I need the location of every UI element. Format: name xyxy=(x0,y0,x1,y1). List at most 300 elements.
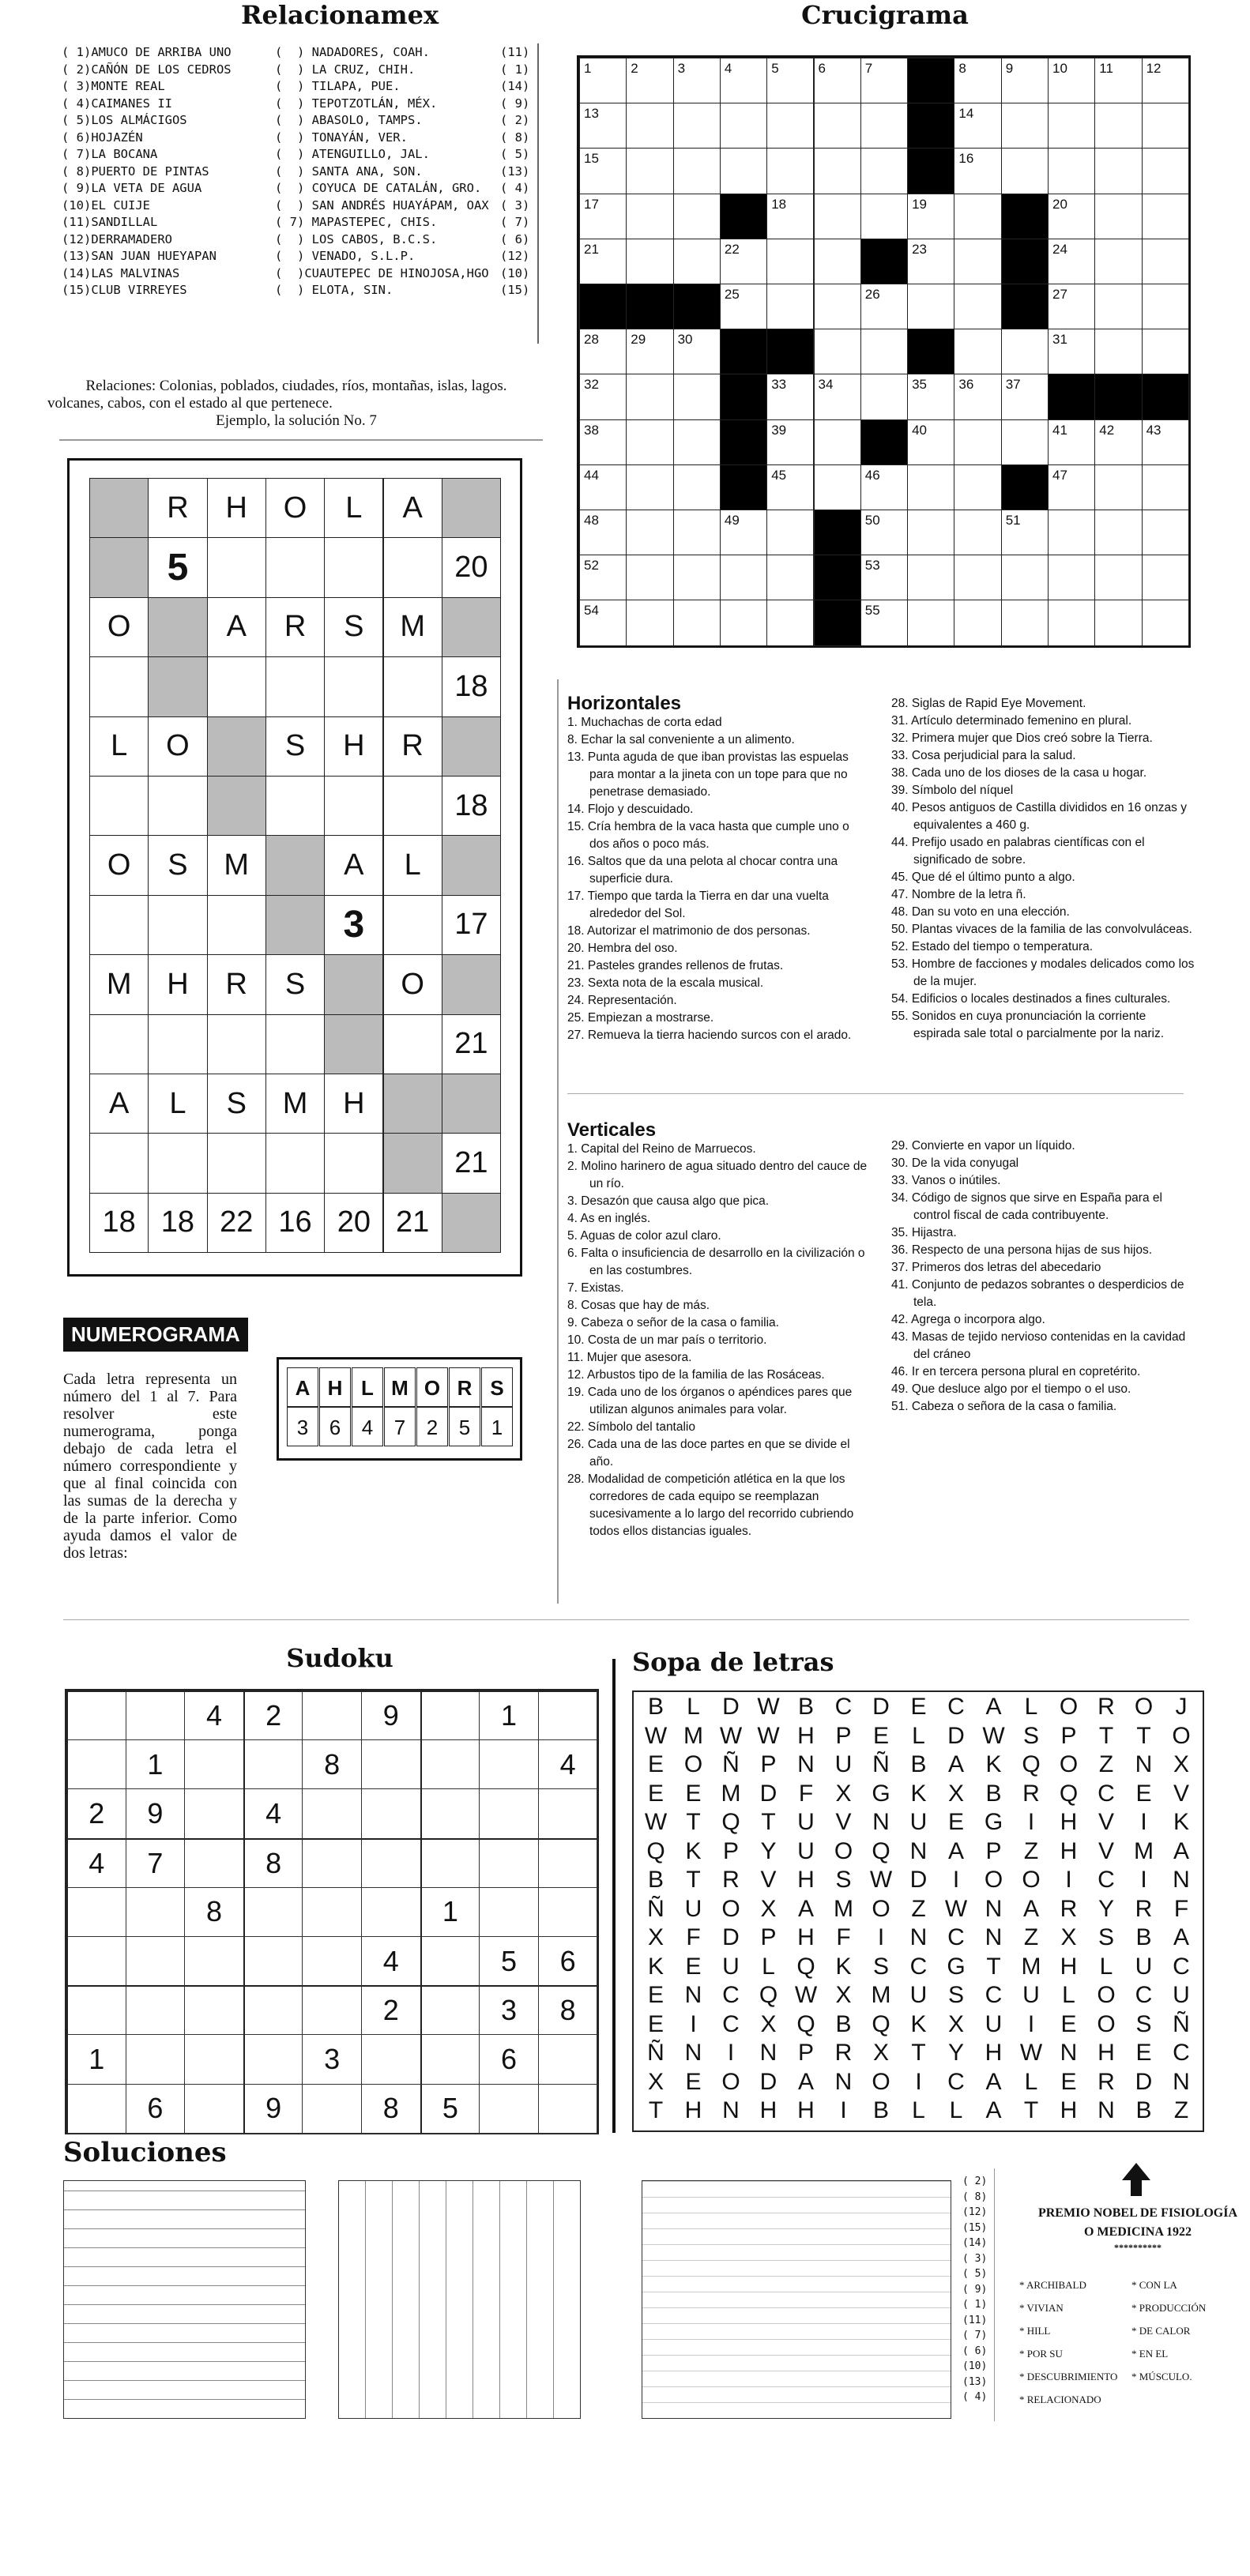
relacion-right: ( ) VENADO, S.L.P. xyxy=(275,249,416,263)
sudoku-cell xyxy=(243,1887,303,1937)
wordsearch-letter: A xyxy=(947,1751,964,1777)
wordsearch-letter: I xyxy=(1027,2010,1035,2037)
wordsearch-letter: C xyxy=(947,1924,965,1950)
wordsearch-letter: I xyxy=(1065,1867,1072,1893)
wordsearch-letter: K xyxy=(910,2010,927,2037)
relacion-left: ( 1)AMUCO DE ARRIBA UNO xyxy=(62,45,232,59)
crossword-cell xyxy=(673,103,721,149)
crossword-cell xyxy=(1048,148,1095,194)
wordsearch-letter: M xyxy=(1134,1837,1154,1864)
numerograma-cell: L xyxy=(148,1074,207,1134)
crossword-cell xyxy=(720,600,767,645)
hidden-word: * DESCUBRIMIENTO xyxy=(1019,2371,1118,2382)
sudoku-cell xyxy=(479,1739,539,1789)
wordsearch-letter: M xyxy=(683,1722,703,1749)
wordsearch-letter: E xyxy=(947,1809,964,1835)
crossword-cell xyxy=(673,419,721,465)
vertical-clue: 35. Hijastra. xyxy=(891,1226,957,1239)
wordsearch-letter: A xyxy=(1022,1895,1039,1922)
vertical-clue: 51. Cabeza o señora de la casa o familia. xyxy=(891,1400,1117,1413)
crossword-block xyxy=(720,464,767,510)
wordsearch-letter: C xyxy=(985,1982,1003,2008)
wordsearch-letter: B xyxy=(835,2010,852,2037)
crossword-block xyxy=(1001,464,1049,510)
crossword-cell xyxy=(766,374,814,419)
wordsearch-letter: D xyxy=(722,1694,740,1720)
crossword-cell xyxy=(907,600,954,645)
numerograma-cell xyxy=(148,597,207,657)
wordsearch-letter: Q xyxy=(872,2010,890,2037)
numerograma-cell: O xyxy=(148,716,207,777)
wordsearch-letter: H xyxy=(797,1722,815,1749)
crossword-cell xyxy=(1094,329,1142,374)
vertical-clue: 43. Masas de tejido nervioso contenidas en la cavidad del cráneo xyxy=(891,1330,1186,1361)
wordsearch-letter: Ñ xyxy=(647,2040,665,2066)
crossword-cell xyxy=(1048,600,1095,645)
wordsearch-letter: T xyxy=(1023,2097,1039,2123)
wordsearch-letter: W xyxy=(757,1694,780,1720)
crossword-cell xyxy=(579,464,627,510)
numerograma-cell: M xyxy=(265,1074,325,1134)
sudoku-cell xyxy=(302,1838,362,1888)
crossword-cell xyxy=(720,148,767,194)
wordsearch-letter: C xyxy=(947,1694,965,1720)
horizontal-clue: 20. Hembra del oso. xyxy=(567,942,678,955)
crossword-cell xyxy=(766,510,814,555)
crossword-cell xyxy=(954,239,1001,284)
wordsearch-letter: N xyxy=(797,1751,815,1777)
sudoku-cell xyxy=(538,2084,598,2134)
numerograma-cell xyxy=(148,1014,207,1074)
crossword-cell xyxy=(860,555,908,600)
numerograma-cell xyxy=(207,895,266,955)
relacion-left: ( 6)HOJAZÉN xyxy=(62,130,143,145)
relacionamex-title: Relacionamex xyxy=(240,0,439,30)
crossword-cell xyxy=(720,555,767,600)
numerograma-cell: 21 xyxy=(442,1133,501,1193)
words-column-2 xyxy=(1131,2273,1206,2388)
sudoku-cell xyxy=(420,1788,480,1838)
crossword-block xyxy=(766,329,814,374)
crossword-cell xyxy=(907,374,954,419)
crossword-cell xyxy=(579,194,627,239)
relacion-solution: (10) xyxy=(962,2360,988,2372)
wordsearch-letter: K xyxy=(685,1837,702,1864)
numerograma-cell xyxy=(148,1133,207,1193)
crossword-cell xyxy=(1048,555,1095,600)
crossword-cell xyxy=(673,329,721,374)
crossword-cell xyxy=(720,239,767,284)
sudoku-cell: 3 xyxy=(302,2034,362,2084)
crossword-clue-number: 49 xyxy=(724,513,740,528)
crossword-cell xyxy=(860,148,908,194)
crossword-clue-number: 41 xyxy=(1052,422,1067,438)
vertical-clue: 5. Aguas de color azul claro. xyxy=(567,1229,721,1243)
crossword-block xyxy=(814,510,861,555)
crossword-clue-number: 33 xyxy=(771,377,787,393)
crossword-clue-number: 51 xyxy=(1005,513,1021,528)
wordsearch-letter: I xyxy=(1140,1867,1147,1893)
numerograma-cell: A xyxy=(207,597,266,657)
crossword-block xyxy=(1001,284,1049,329)
crossword-clue-number: 28 xyxy=(584,332,599,348)
crossword-cell xyxy=(1142,103,1189,149)
wordsearch-letter: X xyxy=(835,1780,852,1807)
sudoku-cell: 4 xyxy=(538,1739,598,1789)
sudoku-cell xyxy=(184,1936,244,1986)
crossword-cell xyxy=(1048,329,1095,374)
key-letter: S xyxy=(481,1367,513,1407)
crossword-cell xyxy=(954,419,1001,465)
crossword-cell xyxy=(673,464,721,510)
sudoku-cell: 4 xyxy=(66,1838,126,1888)
crossword-clue-number: 20 xyxy=(1052,196,1067,212)
hidden-word: * RELACIONADO xyxy=(1019,2394,1101,2405)
sudoku-cell: 6 xyxy=(538,1936,598,1986)
crossword-clue-number: 7 xyxy=(864,61,873,76)
numerograma-cell: 20 xyxy=(324,1193,383,1253)
wordsearch-letter: O xyxy=(1097,2010,1116,2037)
wordsearch-letter: M xyxy=(1021,1953,1041,1980)
wordsearch-letter: O xyxy=(1059,1751,1079,1777)
wordsearch-letter: N xyxy=(985,1924,1003,1950)
wordsearch-letter: W xyxy=(644,1722,668,1749)
crossword-cell xyxy=(579,329,627,374)
key-value: 2 xyxy=(416,1407,448,1446)
horizontal-clue: 45. Que dé el último punto a algo. xyxy=(891,871,1075,884)
wordsearch-letter: T xyxy=(686,1809,701,1835)
horizontal-clue: 53. Hombre de facciones y modales delicados como los de la mujer. xyxy=(891,957,1195,988)
sudoku-cell: 5 xyxy=(479,1936,539,1986)
crossword-cell xyxy=(626,103,673,149)
crossword-cell xyxy=(814,103,861,149)
horizontal-clue: 21. Pasteles grandes rellenos de frutas. xyxy=(567,959,784,972)
crossword-grid xyxy=(577,55,1191,648)
wordsearch-letter: E xyxy=(647,1751,664,1777)
wordsearch-letter: D xyxy=(759,2068,777,2095)
horizontal-clue: 25. Empiezan a mostrarse. xyxy=(567,1011,714,1025)
horizontal-clue: 23. Sexta nota de la escala musical. xyxy=(567,976,764,990)
crossword-cell xyxy=(1048,419,1095,465)
sudoku-cell xyxy=(302,2084,362,2134)
wordsearch-letter: O xyxy=(1134,1694,1154,1720)
numerograma-cell: 18 xyxy=(442,776,501,836)
horizontal-clue: 27. Remueva la tierra haciendo surcos con el arado. xyxy=(567,1029,852,1042)
horizontales-col2 xyxy=(891,695,1195,1043)
numerograma-cell xyxy=(324,537,383,597)
wordsearch-letter: A xyxy=(797,1895,814,1922)
crossword-clue-number: 5 xyxy=(771,61,779,76)
numerograma-cell xyxy=(265,1014,325,1074)
numerograma-cell xyxy=(265,1133,325,1193)
wordsearch-letter: B xyxy=(872,2097,889,2123)
vertical-clue: 29. Convierte en vapor un líquido. xyxy=(891,1139,1075,1153)
wordsearch-letter: E xyxy=(685,2068,702,2095)
key-value: 1 xyxy=(481,1407,513,1446)
crossword-clue-number: 50 xyxy=(864,513,880,528)
numerograma-cell xyxy=(324,656,383,716)
crossword-cell xyxy=(907,464,954,510)
crossword-cell xyxy=(860,103,908,149)
crossword-cell xyxy=(673,555,721,600)
hidden-word: * HILL xyxy=(1019,2325,1051,2337)
wordsearch-letter: H xyxy=(1098,2040,1115,2066)
sudoku-cell: 2 xyxy=(243,1690,303,1740)
sudoku-cell: 1 xyxy=(66,2034,126,2084)
numerograma-cell xyxy=(89,656,149,716)
vertical-clue: 22. Símbolo del tantalio xyxy=(567,1420,695,1434)
crossword-cell xyxy=(720,284,767,329)
numerograma-cell: O xyxy=(265,478,325,538)
relacion-number: (13) xyxy=(500,164,530,179)
crossword-block xyxy=(907,148,954,194)
crossword-clue-number: 34 xyxy=(818,377,834,393)
crossword-cell xyxy=(1094,239,1142,284)
wordsearch-letter: Q xyxy=(1022,1751,1041,1777)
numerograma-cell: 5 xyxy=(148,537,207,597)
wordsearch-letter: U xyxy=(1022,1982,1040,2008)
sudoku-cell xyxy=(66,1985,126,2035)
sudoku-cell xyxy=(184,1985,244,2035)
sudoku-cell xyxy=(538,1838,598,1888)
crossword-cell xyxy=(1001,58,1049,103)
relacion-right: ( ) TONAYÁN, VER. xyxy=(275,130,408,145)
horizontal-clue: 48. Dan su voto en una elección. xyxy=(891,905,1070,919)
vertical-clue: 28. Modalidad de competición atlética en la que los corredores de cada equipo se reemplazan sucesivamente a lo largo del recorrido cubriendo todos ellos distancias iguales. xyxy=(567,1472,854,1538)
crossword-clue-number: 37 xyxy=(1005,377,1021,393)
wordsearch-letter: X xyxy=(872,2040,889,2066)
sudoku-cell xyxy=(302,1936,362,1986)
numerograma-cell: M xyxy=(207,835,266,895)
crossword-clue-number: 1 xyxy=(584,61,592,76)
relacion-solution: (15) xyxy=(962,2221,988,2234)
crossword-cell xyxy=(626,510,673,555)
numerograma-cell xyxy=(148,776,207,836)
numerograma-cell xyxy=(148,895,207,955)
wordsearch-letter: U xyxy=(722,1953,740,1980)
numerograma-cell: 21 xyxy=(383,1193,442,1253)
numerograma-cell: 21 xyxy=(442,1014,501,1074)
wordsearch-letter: I xyxy=(952,1867,960,1893)
crossword-cell xyxy=(814,329,861,374)
sudoku-cell: 6 xyxy=(126,2084,186,2134)
crossword-cell xyxy=(1048,284,1095,329)
wordsearch-letter: A xyxy=(947,1837,964,1864)
wordsearch-letter: W xyxy=(719,1722,743,1749)
vertical-clue: 37. Primeros dos letras del abecedario xyxy=(891,1261,1101,1274)
sudoku-title: Sudoku xyxy=(286,1643,393,1673)
wordsearch-letter: D xyxy=(947,1722,965,1749)
crossword-clue-number: 27 xyxy=(1052,287,1067,302)
wordsearch-letter: A xyxy=(797,2068,814,2095)
wordsearch-letter: D xyxy=(909,1867,928,1893)
crossword-cell xyxy=(907,284,954,329)
wordsearch-letter: X xyxy=(947,1780,964,1807)
crossword-cell xyxy=(907,239,954,284)
wordsearch-letter: C xyxy=(722,1982,740,2008)
relacionamex-note xyxy=(47,378,545,430)
wordsearch-letter: U xyxy=(909,1809,928,1835)
crossword-cell xyxy=(860,329,908,374)
vertical-clue: 2. Molino harinero de agua situado dentro del cauce de un río. xyxy=(567,1160,868,1190)
sudoku-cell xyxy=(420,2034,480,2084)
crossword-clue-number: 10 xyxy=(1052,61,1067,76)
sudoku-cell xyxy=(361,1739,421,1789)
crossword-cell xyxy=(1094,103,1142,149)
crossword-clue-number: 4 xyxy=(724,61,732,76)
crossword-cell xyxy=(814,148,861,194)
sudoku-cell xyxy=(420,1985,480,2035)
hidden-word: * PRODUCCIÓN xyxy=(1131,2302,1207,2314)
wordsearch-letter: N xyxy=(1060,2040,1078,2066)
crossword-clue-number: 6 xyxy=(818,61,826,76)
key-value: 3 xyxy=(287,1407,318,1446)
sudoku-cell xyxy=(302,1985,362,2035)
arrow-up-icon xyxy=(1122,2163,1150,2180)
crossword-cell xyxy=(1142,284,1189,329)
numerograma-cell: S xyxy=(324,597,383,657)
wordsearch-letter: E xyxy=(872,1722,889,1749)
wordsearch-letter: U xyxy=(834,1751,853,1777)
crossword-block xyxy=(626,284,673,329)
numerograma-cell: O xyxy=(89,597,149,657)
crossword-cell xyxy=(1094,555,1142,600)
sudoku-cell xyxy=(538,1788,598,1838)
relacion-number: ( 7) xyxy=(500,215,530,229)
vertical-clue: 36. Respecto de una persona hijas de sus hijos. xyxy=(891,1243,1153,1257)
sudoku-cell: 9 xyxy=(126,1788,186,1838)
crossword-cell xyxy=(954,510,1001,555)
crossword-cell xyxy=(1094,510,1142,555)
vertical-clue: 4. As en inglés. xyxy=(567,1212,651,1225)
wordsearch-letter: E xyxy=(1060,2068,1077,2095)
relacion-number: ( 6) xyxy=(500,231,530,246)
numerograma-cell: H xyxy=(324,716,383,777)
crossword-cell xyxy=(1048,239,1095,284)
sudoku-cell: 4 xyxy=(184,1690,244,1740)
relacion-solution: ( 4) xyxy=(962,2391,988,2403)
crossword-cell xyxy=(1048,510,1095,555)
crossword-cell xyxy=(720,510,767,555)
wordsearch-letter: R xyxy=(1022,1780,1040,1807)
sudoku-cell xyxy=(538,2034,598,2084)
crossword-cell xyxy=(907,419,954,465)
numerograma-cell xyxy=(89,537,149,597)
crossword-cell xyxy=(954,600,1001,645)
crossword-cell xyxy=(766,194,814,239)
premio-title-line-2: O MEDICINA 1922 xyxy=(1083,2225,1192,2239)
wordsearch-letter: O xyxy=(872,2068,890,2095)
key-letter: R xyxy=(449,1367,480,1407)
vertical-clue: 1. Capital del Reino de Marruecos. xyxy=(567,1142,756,1156)
sudoku-cell xyxy=(66,2084,126,2134)
wordsearch-letter: S xyxy=(1022,1722,1039,1749)
crossword-clue-number: 39 xyxy=(771,422,787,438)
relacion-number: (11) xyxy=(500,45,530,59)
wordsearch-letter: Z xyxy=(1023,1837,1039,1864)
crossword-cell xyxy=(860,194,908,239)
crossword-clue-number: 15 xyxy=(584,151,599,167)
note-line-3: Ejemplo, la solución No. 7 xyxy=(216,412,377,429)
crossword-clue-number: 36 xyxy=(958,377,974,393)
key-letter: M xyxy=(384,1367,416,1407)
numerograma-cell xyxy=(148,656,207,716)
relacion-left: (14)LAS MALVINAS xyxy=(62,265,180,280)
wordsearch-letter: U xyxy=(1135,1953,1153,1980)
key-value: 6 xyxy=(319,1407,351,1446)
wordsearch-letter: E xyxy=(910,1694,927,1720)
relacion-right: ( ) NADADORES, COAH. xyxy=(275,45,430,59)
wordsearch-letter: N xyxy=(909,1837,928,1864)
numerograma-cell: H xyxy=(148,954,207,1014)
wordsearch-letter: H xyxy=(684,2097,702,2123)
relacion-solution: ( 1) xyxy=(962,2299,988,2311)
wordsearch-letter: G xyxy=(947,1953,966,1980)
numerograma-cell: R xyxy=(148,478,207,538)
wordsearch-letter: E xyxy=(1060,2010,1077,2037)
crossword-cell xyxy=(766,148,814,194)
numerograma-cell: O xyxy=(383,954,442,1014)
wordsearch-letter: Z xyxy=(1023,1924,1039,1950)
wordsearch-letter: E xyxy=(647,2010,664,2037)
wordsearch-letter: F xyxy=(798,1780,814,1807)
wordsearch-letter: U xyxy=(797,1809,815,1835)
wordsearch-letter: E xyxy=(647,1780,664,1807)
numerograma-cell: L xyxy=(383,835,442,895)
crossword-block xyxy=(579,284,627,329)
crossword-cell xyxy=(814,419,861,465)
crossword-cell xyxy=(1142,600,1189,645)
crucigrama-title: Crucigrama xyxy=(801,0,969,30)
relacion-right: ( ) LA CRUZ, CHIH. xyxy=(275,62,416,77)
wordsearch-letter: I xyxy=(915,2068,922,2095)
sudoku-cell xyxy=(302,1788,362,1838)
sudoku-cell xyxy=(66,1936,126,1986)
key-value: 7 xyxy=(384,1407,416,1446)
wordsearch-letter: L xyxy=(687,1694,700,1720)
numerograma-cell: H xyxy=(207,478,266,538)
crossword-clue-number: 14 xyxy=(958,106,974,122)
crossword-cell xyxy=(626,419,673,465)
relacion-right: ( ) LOS CABOS, B.C.S. xyxy=(275,231,438,246)
crossword-clue-number: 16 xyxy=(958,151,974,167)
relacion-right: ( ) TILAPA, PUE. xyxy=(275,79,401,93)
hidden-word: * CON LA xyxy=(1131,2279,1177,2291)
wordsearch-letter: N xyxy=(909,1924,928,1950)
crossword-cell xyxy=(907,510,954,555)
horizontal-clue: 33. Cosa perjudicial para la salud. xyxy=(891,749,1076,762)
sudoku-cell: 1 xyxy=(479,1690,539,1740)
wordsearch-grid xyxy=(632,1690,1204,2132)
crossword-solution-thumb xyxy=(63,2180,306,2419)
relacion-solution: ( 3) xyxy=(962,2252,988,2265)
wordsearch-letter: T xyxy=(911,2040,926,2066)
premio-stars: ********** xyxy=(1114,2242,1162,2253)
crossword-clue-number: 44 xyxy=(584,467,599,483)
wordsearch-letter: F xyxy=(1173,1895,1189,1922)
crossword-cell xyxy=(1048,464,1095,510)
crossword-cell xyxy=(1048,58,1095,103)
numerograma-cell xyxy=(89,895,149,955)
wordsearch-letter: K xyxy=(985,1751,1002,1777)
wordsearch-letter: I xyxy=(840,2097,847,2123)
numerograma-cell xyxy=(442,835,501,895)
wordsearch-letter: P xyxy=(760,1751,777,1777)
wordsearch-letter: U xyxy=(1173,1982,1190,2008)
wordsearch-letter: T xyxy=(1136,1722,1151,1749)
wordsearch-letter: K xyxy=(910,1780,927,1807)
relacion-right: ( ) COYUCA DE CATALÁN, GRO. xyxy=(275,181,482,195)
